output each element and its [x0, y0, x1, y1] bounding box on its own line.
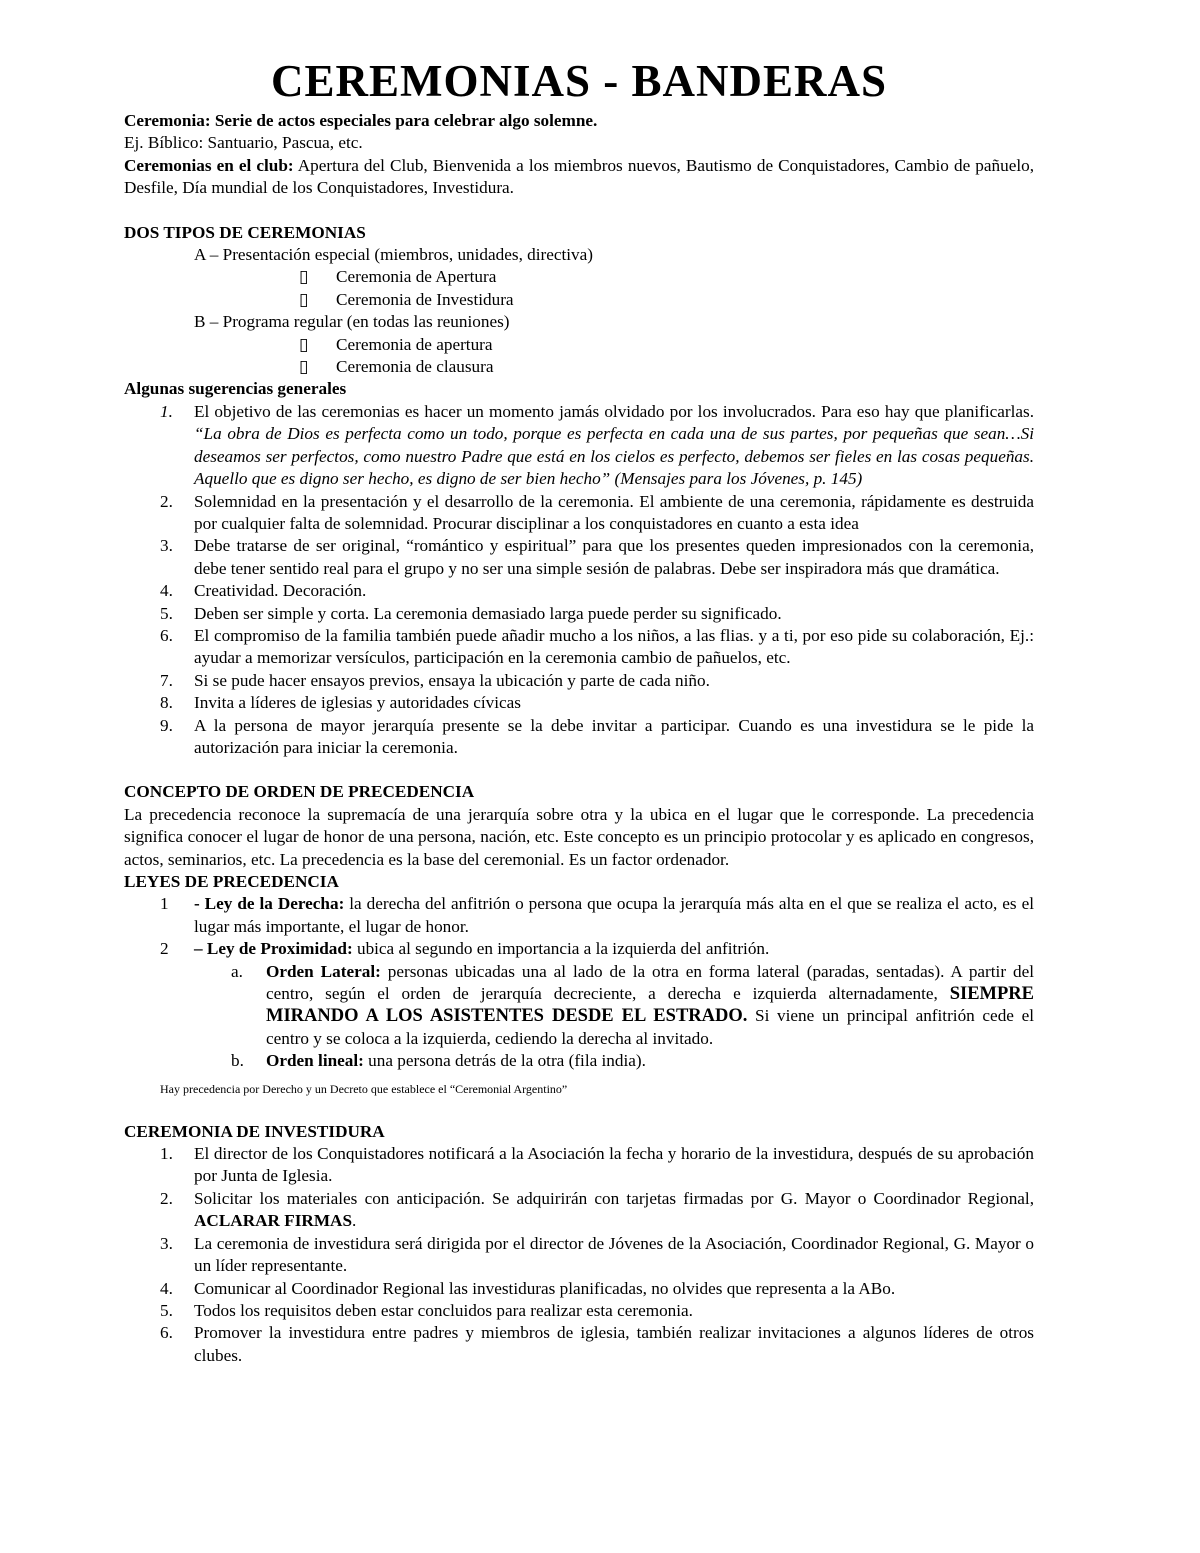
ceremonia-definition: Ceremonia: Serie de actos especiales para celebrar algo solemne. — [124, 111, 598, 130]
sugerencias-list — [124, 401, 1034, 760]
biblical-example: Ej. Bíblico: Santuario, Pascua, etc. — [124, 133, 363, 153]
list-item: 7. Si se pude hacer ensayos previos, ensaya la ubicación y parte de cada niño. — [160, 670, 710, 690]
bullet-icon: ▯ — [299, 334, 309, 354]
document-title: CEREMONIAS - BANDERAS — [270, 56, 888, 106]
list-item: 4. Creatividad. Decoración. — [160, 581, 367, 601]
list-item: 2 – Ley de Proximidad: ubica al segundo en importancia a la izquierda del anfitrión. — [160, 939, 770, 959]
list-item: 5. Deben ser simple y corta. La ceremonia demasiado larga puede perder su significado. — [160, 603, 782, 623]
leyes-heading: LEYES DE PRECEDENCIA — [124, 872, 339, 891]
leyes-list — [124, 893, 1034, 960]
quote: “La obra de Dios es perfecta como un todo, porque es perfecta en cada una de sus partes, por pequeñas que sean…Si deseamos ser perfectos, como nuestro Padre que está en los cielos es perfecto, debemos ser fieles en las cosas pequeñas. Aquello que es digno ser hecho, es digno de ser bien hecho” (Mensajes para los Jóvenes, p. 145) — [194, 424, 1034, 489]
list-item: a. Orden Lateral: personas ubicadas una al lado de la otra en forma lateral (paradas, sentadas). A partir del centro, según el orden de jerarquía decreciente, a derecha e izquierda alternadamente, SIEMPRE MIRANDO A LOS ASISTENTES DESDE EL ESTRADO. Si viene un principal anfitrión cede el centro y se coloca a la izquierda, cediendo la derecha al invitado. — [231, 961, 1034, 1048]
precedencia-note: Hay precedencia por Derecho y un Decreto que establece el “Ceremonial Argentino” — [160, 1081, 568, 1096]
list-item: 1. El director de los Conquistadores notificará a la Asociación la fecha y horario de la investidura, después de su aprobación por Junta de Iglesia. — [160, 1144, 1034, 1186]
list-item: 9. A la persona de mayor jerarquía presente se la debe invitar a participar. Cuando es una investidura se le pide la autorización para iniciar la ceremonia. — [160, 715, 1034, 757]
list-item: 3. Debe tratarse de ser original, “romántico y espiritual” para que los presentes queden impresionados con la ceremonia, debe tener sentido real para el grupo y no ser una simple sesión de palabras. Debe ser inspiradora más que dramática. — [160, 536, 1034, 578]
concepto-text: La precedencia reconoce la supremacía de una jerarquía sobre otra y la ubica en el lugar que le corresponde. La precedencia significa conocer el lugar de honor de una persona, nación, etc. Este concepto es un principio protocolar y es aplicado en congresos, actos, seminarios, etc. La precedencia es la base del ceremonial. Es un factor ordenador. — [124, 804, 1034, 869]
list-item: 2. Solemnidad en la presentación y el desarrollo de la ceremonia. El ambiente de una ceremonia, rápidamente es destruida por cualquier falta de solemnidad. Procurar disciplinar a los conquistadores en cuanto a esta idea — [160, 491, 1034, 533]
tipos-heading: DOS TIPOS DE CEREMONIAS — [124, 222, 366, 242]
investidura-heading: CEREMONIA DE INVESTIDURA — [124, 1121, 385, 1141]
list-item: 1. El objetivo de las ceremonias es hacer un momento jamás olvidado por los involucrados. Para eso hay que planificarlas. “La obra de Dios es perfecta como un todo, porque es perfecta en cada una de sus partes, por pequeñas que sean…Si deseamos ser perfectos, como nuestro Padre que está en los cielos es perfecto, debemos ser fieles en las cosas pequeñas. Aquello que es digno ser hecho, es digno de ser bien hecho” (Mensajes para los Jóvenes, p. 145) — [160, 401, 1034, 489]
list-item: 6. Promover la investidura entre padres y miembros de iglesia, también realizar invitaciones a algunos líderes de otros clubes. — [160, 1323, 1034, 1365]
bullet-icon: ▯ — [299, 267, 309, 287]
tipo-b-label: B – Programa regular (en todas las reuniones) — [194, 312, 510, 332]
tipo-a-item: ▯ Ceremonia de Apertura — [124, 266, 1034, 288]
document-body — [124, 52, 1034, 1367]
list-item: 4. Comunicar al Coordinador Regional las investiduras planificadas, no olvides que representa a la ABo. — [160, 1278, 896, 1298]
list-item: 2. Solicitar los materiales con anticipación. Se adquirirán con tarjetas firmadas por G. Mayor o Coordinador Regional, ACLARAR FIRMAS. — [160, 1188, 1034, 1231]
list-item: 5. Todos los requisitos deben estar concluidos para realizar esta ceremonia. — [160, 1300, 693, 1320]
tipo-a-item: ▯ Ceremonia de Investidura — [124, 289, 1034, 311]
list-item: 8. Invita a líderes de iglesias y autoridades cívicas — [160, 693, 521, 713]
list-item: b. Orden lineal: una persona detrás de la otra (fila india). — [231, 1051, 646, 1071]
sugerencias-heading: Algunas sugerencias generales — [124, 379, 347, 399]
tipo-b-item: ▯ Ceremonia de clausura — [124, 356, 1034, 378]
bullet-icon: ▯ — [299, 289, 309, 309]
tipo-a-label: A – Presentación especial (miembros, unidades, directiva) — [194, 245, 594, 265]
list-item: 3. La ceremonia de investidura será dirigida por el director de Jóvenes de la Asociación, Coordinador Regional, G. Mayor o un líder representante. — [160, 1233, 1034, 1276]
tipo-b-item: ▯ Ceremonia de apertura — [124, 334, 1034, 356]
bullet-icon: ▯ — [299, 357, 309, 377]
investidura-list — [124, 1143, 1034, 1367]
proximidad-sublist — [124, 961, 1034, 1073]
concepto-heading: CONCEPTO DE ORDEN DE PRECEDENCIA — [124, 782, 475, 802]
list-item: 1 - Ley de la Derecha: la derecha del anfitrión o persona que ocupa la jerarquía más alta en el que se realiza el acto, es el lugar más importante, el lugar de honor. — [160, 894, 1034, 936]
club-ceremonies: Ceremonias en el club: Apertura del Club, Bienvenida a los miembros nuevos, Bautismo de Conquistadores, Cambio de pañuelo, Desfile, Día mundial de los Conquistadores, Investidura. — [124, 155, 1034, 198]
list-item: 6. El compromiso de la familia también puede añadir mucho a los niños, a las flias. y a ti, por eso pide su colaboración, Ej.: ayudar a memorizar versículos, participación en la ceremonia cambio de pañuelos, etc. — [160, 625, 1034, 668]
